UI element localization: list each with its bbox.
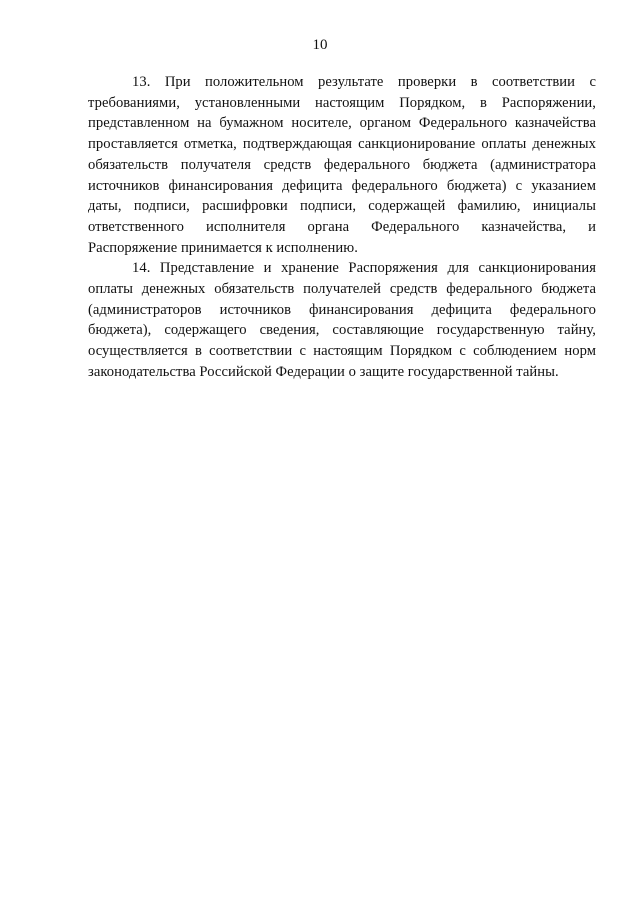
document-body [88,72,596,383]
page-number: 10 [312,37,328,53]
paragraph-14: 14. Представление и хранение Распоряжения для санкционирования оплаты денежных обязательств получателей средств федерального бюджета (администраторов источников финансирования дефицита федерального бюджета), содержащего сведения, составляющие государственную тайну, осуществляется в соответствии с настоящим Порядком с соблюдением норм законодательства Российской Федерации о защите государственной тайны. [88,260,596,380]
paragraph-13: 13. При положительном результате проверки в соответствии с требованиями, установленными настоящим Порядком, в Распоряжении, представленном на бумажном носителе, органом Федерального казначейства проставляется отметка, подтверждающая санкционирование оплаты денежных обязательств получателя средств федерального бюджета (администратора источников финансирования дефицита федерального бюджета) с указанием даты, подписи, расшифровки подписи, содержащей фамилию, инициалы ответственного исполнителя органа Федерального казначейства, и Распоряжение принимается к исполнению. [88,74,596,256]
